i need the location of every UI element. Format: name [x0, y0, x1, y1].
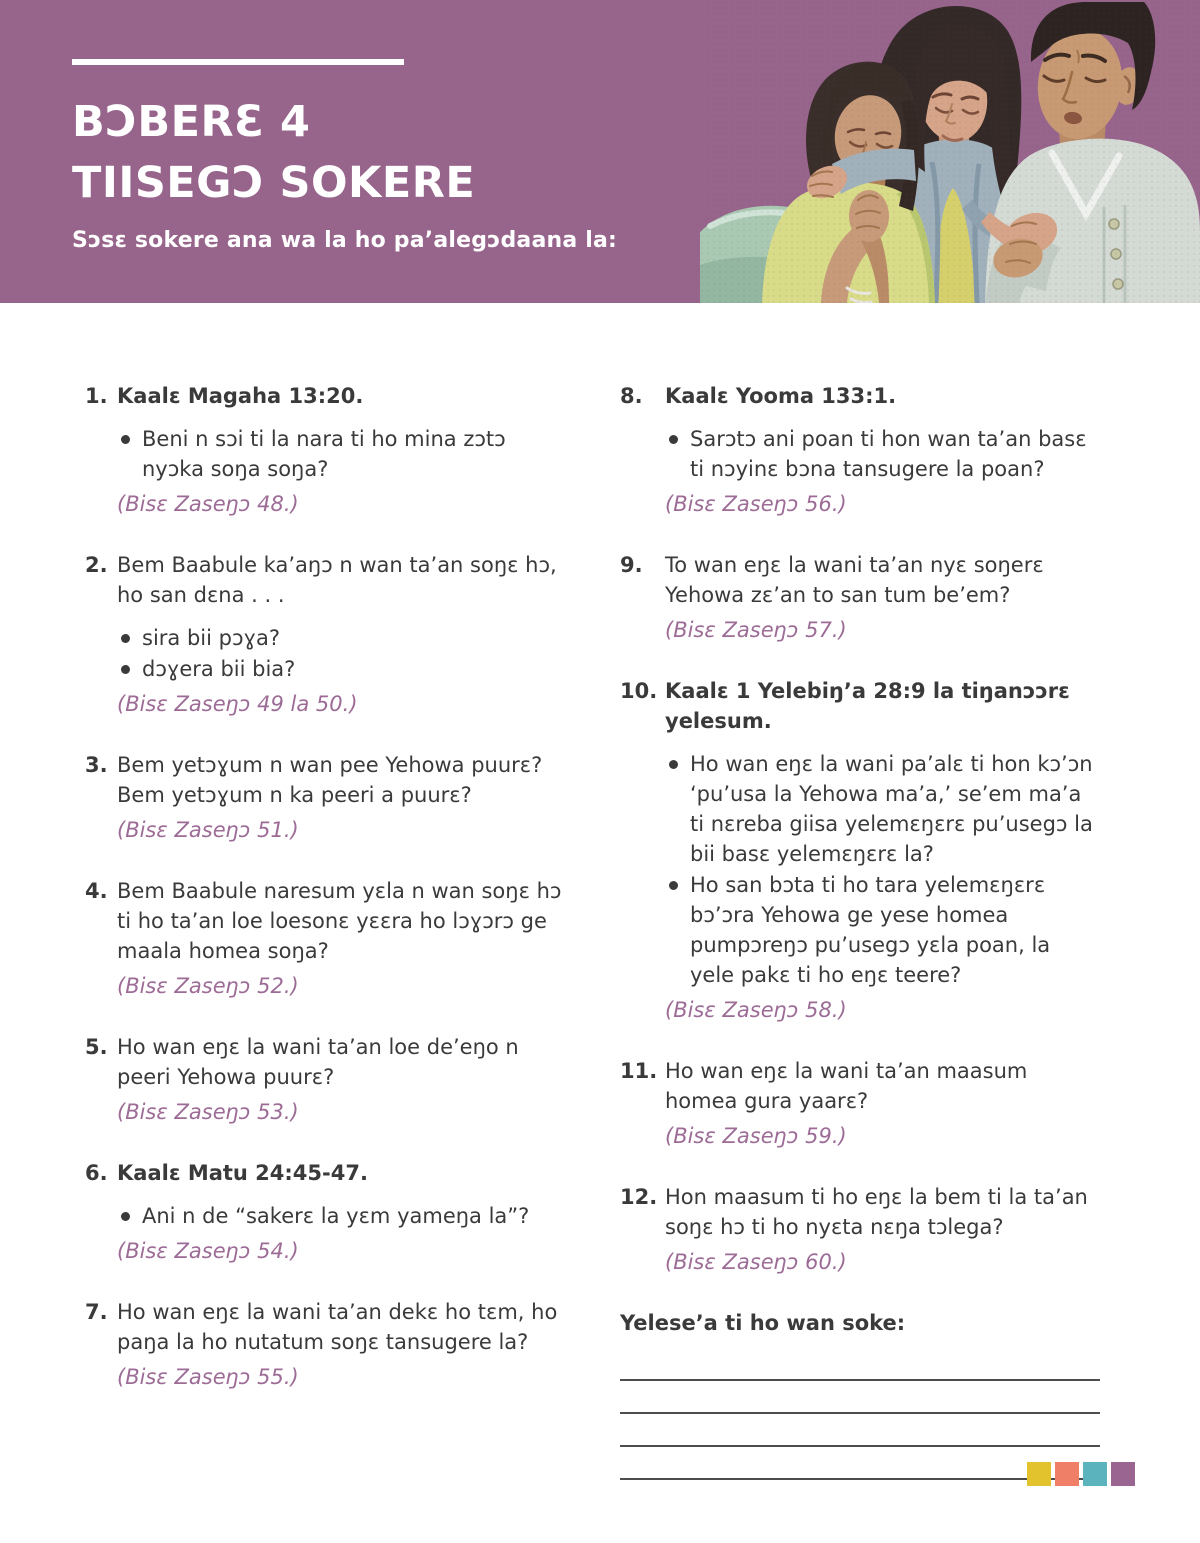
bullet-item — [117, 654, 565, 684]
questions-column-left — [85, 381, 565, 1480]
bullet-item — [665, 424, 1100, 484]
question-item-3 — [85, 750, 565, 845]
question-item-6 — [85, 1158, 565, 1266]
footer-color-squares — [1027, 1462, 1135, 1486]
question-number: 12. — [620, 1185, 658, 1209]
question-text: Kaalɛ Yooma 133:1. — [665, 384, 897, 408]
title-rule — [72, 59, 404, 65]
question-item-10 — [620, 676, 1100, 1025]
color-square-coral — [1055, 1462, 1079, 1486]
bullet-icon — [121, 435, 130, 444]
bullet-icon — [121, 634, 130, 643]
answer-line[interactable] — [620, 1348, 1100, 1381]
question-text: Ho wan eŋɛ la wani ta’an maasum homea gura yaarɛ? — [665, 1059, 1028, 1113]
page-title — [72, 92, 475, 214]
question-number: 9. — [620, 553, 643, 577]
bullet-text: Beni n sɔi ti la nara ti ho mina zɔtɔ nyɔka soŋa soŋa? — [142, 427, 506, 481]
answer-line[interactable] — [620, 1414, 1100, 1447]
scripture-reference: (Bisɛ Zaseŋɔ 52.) — [117, 974, 299, 998]
scripture-reference: (Bisɛ Zaseŋɔ 56.) — [665, 492, 847, 516]
question-text: Kaalɛ Magaha 13:20. — [117, 384, 364, 408]
scripture-reference: (Bisɛ Zaseŋɔ 54.) — [117, 1239, 299, 1263]
bullet-text: Ani n de “sakerɛ la yɛm yameŋa la”? — [142, 1204, 530, 1228]
scripture-reference: (Bisɛ Zaseŋɔ 57.) — [665, 618, 847, 642]
question-number: 11. — [620, 1059, 658, 1083]
scripture-reference: (Bisɛ Zaseŋɔ 53.) — [117, 1100, 299, 1124]
bullet-icon — [669, 760, 678, 769]
color-square-purple — [1111, 1462, 1135, 1486]
page-header — [0, 0, 1200, 303]
question-item-1 — [85, 381, 565, 519]
question-item-2 — [85, 550, 565, 719]
question-item-8 — [620, 381, 1100, 519]
bullet-text: sira bii pɔɣa? — [142, 626, 281, 650]
bullet-item — [665, 870, 1100, 990]
answer-line[interactable] — [620, 1381, 1100, 1414]
bullet-item — [117, 424, 565, 484]
color-square-yellow — [1027, 1462, 1051, 1486]
bullet-icon — [121, 1212, 130, 1221]
question-item-5 — [85, 1032, 565, 1127]
bullet-text: Ho san bɔta ti ho tara yelemɛŋɛrɛ bɔ’ɔra Yehowa ge yese homea pumpɔreŋɔ pu’usegɔ yɛla poan, la yele pakɛ ti ho eŋɛ teere? — [690, 873, 1051, 987]
question-text: Hon maasum ti ho eŋɛ la bem ti la ta’an soŋɛ hɔ ti ho nyɛta nɛŋa tɔlega? — [665, 1185, 1088, 1239]
question-number: 5. — [85, 1035, 108, 1059]
bullet-text: dɔɣera bii bia? — [142, 657, 296, 681]
question-text: Ho wan eŋɛ la wani ta’an loe de’eŋo n peeri Yehowa puurɛ? — [117, 1035, 519, 1089]
question-text: Kaalɛ Matu 24:45-47. — [117, 1161, 368, 1185]
question-number: 7. — [85, 1300, 108, 1324]
question-number: 6. — [85, 1161, 108, 1185]
notes-heading: Yelese’a ti ho wan soke: — [620, 1311, 906, 1335]
question-number: 10. — [620, 679, 658, 703]
question-text: Bem Baabule ka’aŋɔ n wan ta’an soŋɛ hɔ, ho san dɛna . . . — [117, 553, 557, 607]
color-square-teal — [1083, 1462, 1107, 1486]
question-number: 2. — [85, 553, 108, 577]
page-subtitle: Sɔsɛ sokere ana wa la ho pa’alegɔdaana la: — [72, 228, 618, 253]
question-number: 8. — [620, 384, 643, 408]
page-title-line1: BƆBERƐ 4 — [72, 97, 311, 147]
scripture-reference: (Bisɛ Zaseŋɔ 55.) — [117, 1365, 299, 1389]
question-number: 3. — [85, 753, 108, 777]
bullet-text: Sarɔtɔ ani poan ti hon wan ta’an basɛ ti nɔyinɛ bɔna tansugere la poan? — [690, 427, 1087, 481]
bullet-icon — [669, 881, 678, 890]
scripture-reference: (Bisɛ Zaseŋɔ 48.) — [117, 492, 299, 516]
question-text: To wan eŋɛ la wani ta’an nyɛ soŋerɛ Yehowa zɛ’an to san tum be’em? — [665, 553, 1044, 607]
bullet-icon — [669, 435, 678, 444]
question-item-9 — [620, 550, 1100, 645]
page-title-line2: TIISEGƆ SOKERE — [72, 158, 476, 208]
question-text: Bem yetɔɣum n wan pee Yehowa puurɛ? Bem yetɔɣum n ka peeri a puurɛ? — [117, 753, 543, 807]
scripture-reference: (Bisɛ Zaseŋɔ 49 la 50.) — [117, 692, 358, 716]
question-text: Kaalɛ 1 Yelebiŋ’a 28:9 la tiŋanɔɔrɛ yelesum. — [665, 679, 1070, 733]
family-praying-illustration — [700, 0, 1200, 303]
questions-area — [85, 381, 1100, 1480]
question-item-12 — [620, 1182, 1100, 1277]
scripture-reference: (Bisɛ Zaseŋɔ 60.) — [665, 1250, 847, 1274]
scripture-reference: (Bisɛ Zaseŋɔ 59.) — [665, 1124, 847, 1148]
scripture-reference: (Bisɛ Zaseŋɔ 58.) — [665, 998, 847, 1022]
bullet-item — [117, 623, 565, 653]
bullet-icon — [121, 665, 130, 674]
scripture-reference: (Bisɛ Zaseŋɔ 51.) — [117, 818, 299, 842]
bullet-text: Ho wan eŋɛ la wani pa’alɛ ti hon kɔ’ɔn ‘pu’usa la Yehowa ma’a,’ se’em ma’a ti nɛreba giisa yelemɛŋɛrɛ pu’usegɔ la bii basɛ yelemɛŋɛrɛ la? — [690, 752, 1093, 866]
question-number: 4. — [85, 879, 108, 903]
question-item-11 — [620, 1056, 1100, 1151]
question-text: Bem Baabule naresum yɛla n wan soŋɛ hɔ ti ho ta’an loe loesonɛ yɛɛra ho lɔɣɔrɔ ge maala homea soŋa? — [117, 879, 562, 963]
notes-section — [620, 1308, 1100, 1480]
bullet-item — [665, 749, 1100, 869]
bullet-item — [117, 1201, 565, 1231]
questions-column-right — [620, 381, 1100, 1480]
question-item-4 — [85, 876, 565, 1001]
question-item-7 — [85, 1297, 565, 1392]
question-text: Ho wan eŋɛ la wani ta’an dekɛ ho tɛm, ho paŋa la ho nutatum soŋɛ tansugere la? — [117, 1300, 558, 1354]
question-number: 1. — [85, 384, 108, 408]
